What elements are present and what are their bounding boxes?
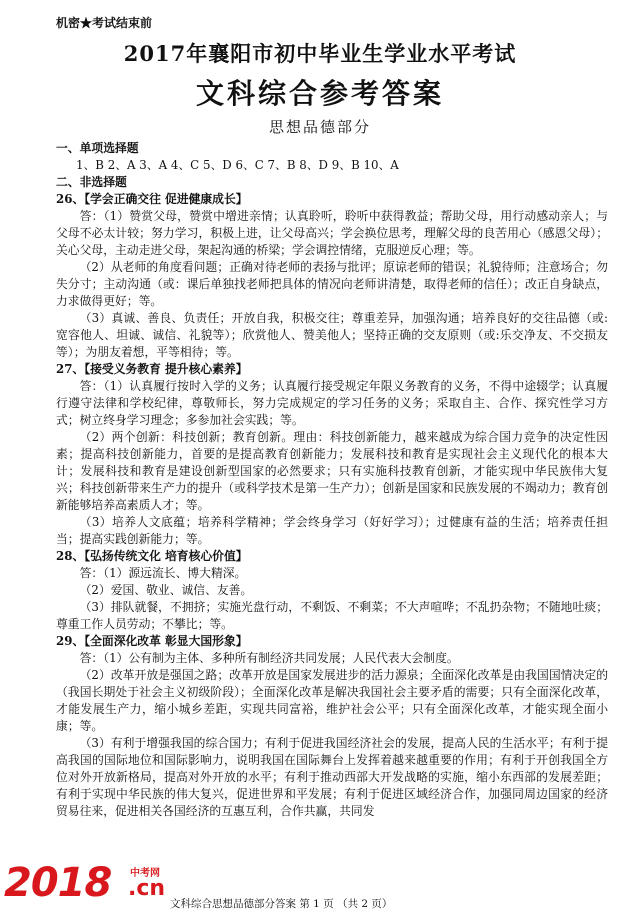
q28-answer-1: 答：（1）源远流长、博大精深。 xyxy=(79,566,247,580)
watermark-site: 中考网 xyxy=(130,868,160,879)
q27-answer-3: （3）培养人文底蕴；培养科学精神；学会终身学习（好好学习）；过健康有益的生活；培养责任担当；提高实践创新能力；等。 xyxy=(56,515,608,546)
q26-heading: 26、【学会正确交往 促进健康成长】 xyxy=(56,192,248,206)
q29-answer-3: （3）有利于增强我国的综合国力；有利于促进我国经济社会的发展，提高人民的生活水平；有利于提高我国的国际地位和国际影响力，说明我国在国际舞台上发挥着越来越重要的作用；有利于开创我国全方位对外开放新格局，提高对外开放的水平；有利于推动西部大开发战略的实施，缩小东西部的发展差距；有利于实现中华民族的伟大复兴，促进世界和平发展；有利于促进区域经济合作，加强同周边国家的经济贸易往来，促进相关各国经济的互惠互利，合作共赢，共同发 xyxy=(56,736,608,818)
q29-answer-2: （2）改革开放是强国之路；改革开放是国家发展进步的活力源泉；全面深化改革是由我国国情决定的（我国长期处于社会主义初级阶段）；全面深化改革是解决我国社会主要矛盾的需要；只有全面深化改革，才能发展生产力，缩小城乡差距，实现共同富裕，维护社会公平；只有全面深化改革，才能实现全面小康；等。 xyxy=(56,668,608,733)
watermark-domain: .cn xyxy=(128,876,166,901)
q26-answer-1: 答：（1）赞赏父母，赞赏中增进亲情；认真聆听，聆听中获得教益；帮助父母，用行动感动亲人；与父母不必太计较；努力学习，积极上进，让父母高兴；学会换位思考，理解父母的良苦用心（感恩父母）；关心父母，主动走进父母，架起沟通的桥梁；学会调控情绪，克服逆反心理；等。 xyxy=(56,209,608,257)
q26-answer-3: （3）真诚、善良、负责任；开放自我，积极交往；尊重差异，加强沟通；培养良好的交往品德（或:宽容他人、坦诚、诚信、礼貌等）；欣赏他人、赞美他人；坚持正确的交友原则（或:乐交净友、不交损友等）；为朋友着想，平等相待；等。 xyxy=(56,311,608,359)
q29-answer-1: 答：（1）公有制为主体、多种所有制经济共同发展；人民代表大会制度。 xyxy=(79,651,459,665)
part1-heading: 一、单项选择题 xyxy=(56,141,139,155)
exam-title: 2017年襄阳市初中毕业生学业水平考试 xyxy=(123,41,517,66)
answer-key-title: 文科综合参考答案 xyxy=(195,77,444,110)
section-title: 思想品德部分 xyxy=(268,118,371,136)
q29-heading: 29、【全面深化改革 彰显大国形象】 xyxy=(56,634,248,648)
part1-answers: 1、B 2、A 3、A 4、C 5、D 6、C 7、B 8、D 9、B 10、A xyxy=(76,158,399,172)
page-footer: 文科综合思想品德部分答案 第 1 页 （共 2 页） xyxy=(170,898,393,910)
confidential-label: 机密★考试结束前 xyxy=(56,16,153,30)
q28-answer-3: （3）排队就餐，不拥挤；实施光盘行动，不剩饭、不剩菜；不大声喧哗；不乱扔杂物；不随地吐痰；尊重工作人员劳动；不攀比；等。 xyxy=(56,600,608,631)
q27-answer-2: （2）两个创新：科技创新；教育创新。理由：科技创新能力，越来越成为综合国力竞争的决定性因素；提高科技创新能力，首要的是提高教育创新能力；发展科技和教育是实现社会主义现代化的根本大计；发展科技和教育是建设创新型国家的必然要求；只有实施科技教育创新，才能实现中华民族伟大复兴；科技创新带来生产力的提升（或科学技术是第一生产力）；创新是国家和民族发展的不竭动力；教育创新能够培养高素质人才；等。 xyxy=(56,430,608,512)
answer-content xyxy=(56,140,608,820)
q27-heading: 27、【接受义务教育 提升核心素养】 xyxy=(56,362,248,376)
q26-answer-2: （2）从老师的角度看问题；正确对待老师的表扬与批评；原谅老师的错误；礼貌待师；注意场合；勿失分寸；主动沟通（或：课后单独找老师把具体的情况向老师讲清楚，取得老师的信任）；改正自身缺点，力求做得更好；等。 xyxy=(56,260,608,308)
watermark-number: 2018 xyxy=(4,860,112,906)
q28-heading: 28、【弘扬传统文化 培育核心价值】 xyxy=(56,549,248,563)
watermark-logo xyxy=(4,860,194,908)
q28-answer-2: （2）爱国、敬业、诚信、友善。 xyxy=(79,583,253,597)
q27-answer-1: 答：（1）认真履行按时入学的义务；认真履行接受规定年限义务教育的义务，不得中途辍学；认真履行遵守法律和学校纪律，尊敬师长，努力完成规定的学习任务的义务；采取自主、合作、探究性学习方式；树立终身学习理念；多参加社会实践；等。 xyxy=(56,379,608,427)
part2-heading: 二、非选择题 xyxy=(56,175,127,189)
